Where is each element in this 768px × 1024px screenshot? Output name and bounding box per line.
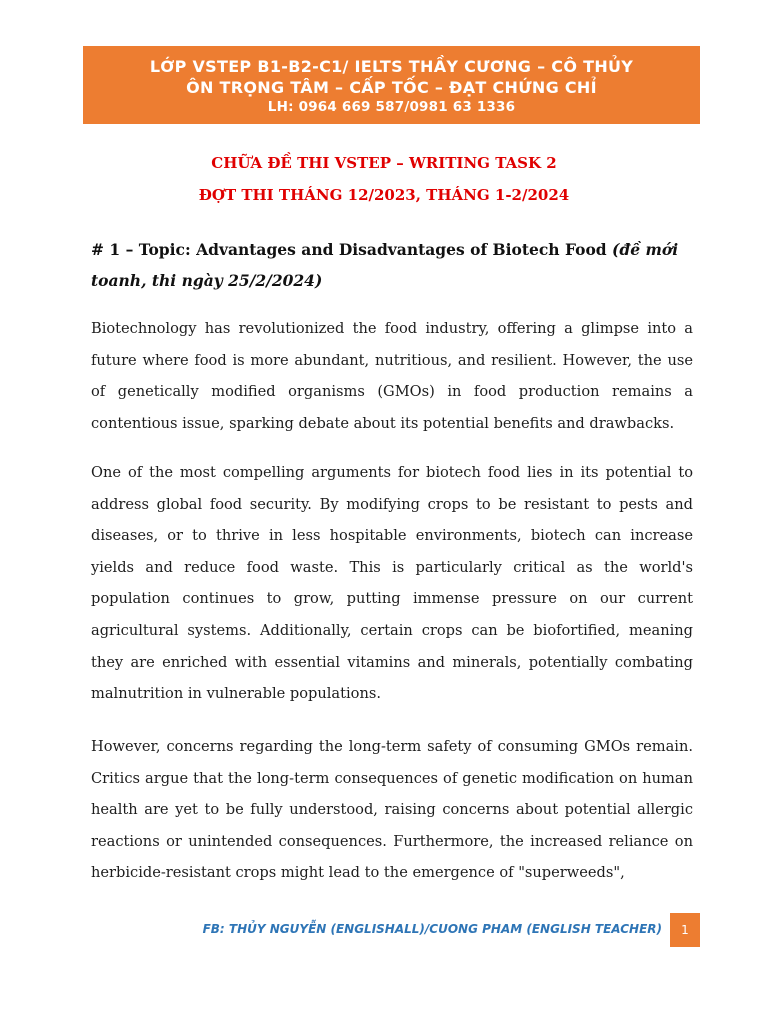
document-title: CHỮA ĐỀ THI VSTEP – WRITING TASK 2 [211,154,557,172]
body-paragraph-1: Biotechnology has revolutionized the food industry, offering a glimpse into a future where food is more abundant, nutritious, and resilient. However, the use of genetically modified organisms (GMOs) in food production remains a contentious issue, sparking debate about its potential benefits and drawbacks. [91,320,693,432]
banner-slogan: ÔN TRỌNG TÂM – CẤP TỐC – ĐẠT CHỨNG CHỈ [186,78,597,97]
page-number-badge [670,913,700,947]
topic-note: (đề mới toanh, thi ngày 25/2/2024) [91,240,679,290]
header-banner [83,46,700,124]
topic-main: # 1 – Topic: Advantages and Disadvantages of Biotech Food [91,240,613,259]
banner-contact: LH: 0964 669 587/0981 63 1336 [267,99,516,115]
banner-title: LỚP VSTEP B1-B2-C1/ IELTS THẦY CƯƠNG – CÔ THỦY [149,57,634,76]
page-number: 1 [681,923,689,937]
document-subtitle: ĐỢT THI THÁNG 12/2023, THÁNG 1-2/2024 [198,186,570,204]
footer-facebook-note: FB: THỦY NGUYỄN (ENGLISHALL)/CUONG PHAM (ENGLISH TEACHER) [202,922,662,936]
body-paragraph-3: However, concerns regarding the long-term safety of consuming GMOs remain. Critics argue that the long-term consequences of genetic modification on human health are yet to be fully understood, raising concerns about potential allergic reactions or unintended consequences. Furthermore, the increased reliance on herbicide-resistant crops might lead to the emergence of "superweeds", [91,738,693,882]
topic-heading [91,234,693,296]
body-paragraph-2: One of the most compelling arguments for biotech food lies in its potential to address global food security. By modifying crops to be resistant to pests and diseases, or to thrive in less hospitable environments, biotech can increase yields and reduce food waste. This is particularly critical as the world's population continues to grow, putting immense pressure on our current agricultural systems. Additionally, certain crops can be biofortified, meaning they are enriched with essential vitamins and minerals, potentially combating malnutrition in vulnerable populations. [91,464,693,703]
